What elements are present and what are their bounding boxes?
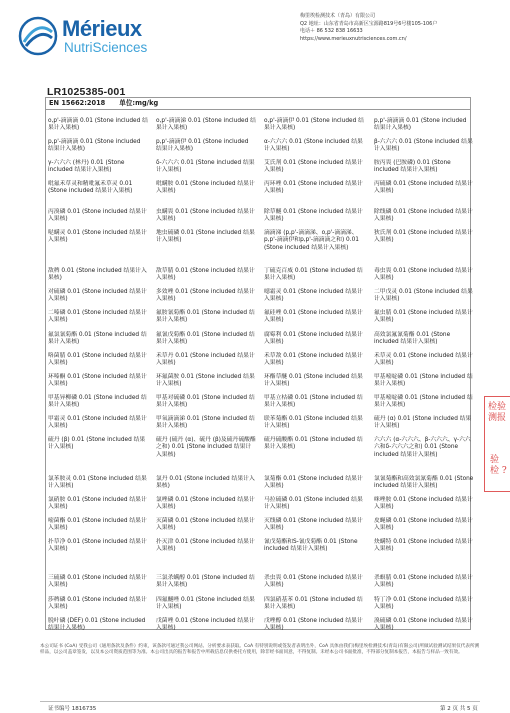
analyte-cell: 二嗪磷 0.01 (Stone included 结果计入果核) xyxy=(48,310,147,324)
company-address: Q2 地址：山东省青岛市高新区宝源路819号6号楼105-106户 xyxy=(300,20,438,27)
stamp-text-upper: 检验测报 xyxy=(488,402,507,423)
analyte-cell: 除草醚 0.01 (Stone included 结果计入果核) xyxy=(264,209,363,223)
analyte-cell: 丙环唑 0.01 (Stone included 结果计入果核) xyxy=(264,181,363,195)
footer-divider xyxy=(40,701,480,702)
analyte-cell: 环嗪酮 0.01 (Stone included 结果计入果核) xyxy=(48,374,147,388)
logo-wordmark-merieux: Mérieux xyxy=(62,16,142,41)
analyte-cell: p,p'-滴滴滴 0.01 (Stone included 结果计入果核) xyxy=(374,118,467,132)
analyte-cell: 戊唑醇 0.01 (Stone included 结果计入果核) xyxy=(264,618,363,632)
analyte-cell: 氯氰菊酯和高效氯氰菊酯 0.01 (Stone included 结果计入果核) xyxy=(374,476,474,490)
analyte-cell: 皮蝇磷 0.01 (Stone included 结果计入果核) xyxy=(374,518,473,532)
analyte-cell: 咪唑胺 0.01 (Stone included 结果计入果核) xyxy=(374,497,473,511)
unit-label: 单位:mg/kg xyxy=(119,99,159,107)
analyte-cell: 除线磷 0.01 (Stone included 结果计入果核) xyxy=(374,209,473,223)
analyte-cell: 虫螨畏 0.01 (Stone included 结果计入果核) xyxy=(156,209,255,223)
standard-code: EN 15662:2018 xyxy=(49,99,106,107)
analyte-cell: 氟胺氰菊酯 0.01 (Stone included 结果计入果核) xyxy=(156,310,255,324)
analyte-cell: 六六六 (α-六六六、β-六六六、γ-六六六和δ-六六六之和) 0.01 (Stone included 结果计入果核) xyxy=(374,437,471,458)
analyte-cell: 硫丹 (β) 0.01 (Stone included 结果计入果核) xyxy=(48,437,146,451)
analyte-cell: 甲氧滴滴涕 0.01 (Stone included 结果计入果核) xyxy=(156,416,255,430)
analyte-cell: 高效氯氟氰菊酯 0.01 (Stone included 结果计入果核) xyxy=(374,332,451,346)
analyte-cell: 对硫磷 0.01 (Stone included 结果计入果核) xyxy=(48,289,147,303)
analyte-cell: 三硫磷 0.01 (Stone included 结果计入果核) xyxy=(48,575,147,589)
analyte-cell: 马拉硫磷 0.01 (Stone included 结果计入果核) xyxy=(264,497,363,511)
analyte-cell: γ-六六六 (林丹) 0.01 (Stone included 结果计入果核) xyxy=(48,160,125,174)
report-id: LR1025385-001 xyxy=(47,86,126,98)
analyte-cell: p,p'-滴滴伊 0.01 (Stone included 结果计入果核) xyxy=(156,139,249,153)
analyte-cell: o,p'-滴滴涕 0.01 (Stone included 结果计入果核) xyxy=(156,118,256,132)
analyte-cell: 灭线磷 0.01 (Stone included 结果计入果核) xyxy=(264,518,363,532)
stamp-text-lower: 验 检 ? xyxy=(490,455,507,476)
analyte-cell: 甲基嘧啶磷 0.01 (Stone included 结果计入果核) xyxy=(374,395,473,409)
analyte-cell: 多效唑 0.01 (Stone included 结果计入果核) xyxy=(156,289,255,303)
analyte-cell: 氯丹 0.01 (Stone included 结果计入果核) xyxy=(156,476,255,490)
analyte-cell: 禾草敌 0.01 (Stone included 结果计入果核) xyxy=(264,353,363,367)
analyte-cell: 环酯草醚 0.01 (Stone included 结果计入果核) xyxy=(264,374,363,388)
analyte-cell: 四氯硝基苯 0.01 (Stone included 结果计入果核) xyxy=(264,597,363,611)
analyte-cell: 硫丹 (α) 0.01 (Stone included 结果计入果核) xyxy=(374,416,472,430)
analyte-cell: 禾草灵 0.01 (Stone included 结果计入果核) xyxy=(374,353,473,367)
analyte-cell: 噁霜灵 0.01 (Stone included 结果计入果核) xyxy=(264,289,363,303)
analyte-cell: 硫丹 (硫丹 (α)、硫丹 (β)及硫丹硫酸酯之和) 0.01 (Stone included 结果计入果核) xyxy=(156,437,256,458)
analyte-cell: 艾氏剂 0.01 (Stone included 结果计入果核) xyxy=(264,160,363,174)
analyte-cell: α-六六六 0.01 (Stone included 结果计入果核) xyxy=(264,139,363,153)
analyte-cell: 咯菌腈 0.01 (Stone included 结果计入果核) xyxy=(48,353,147,367)
analyte-cell: 毒虫畏 0.01 (Stone included 结果计入果核) xyxy=(374,268,473,282)
analyte-cell: 三氯杀螨醇 0.01 (Stone included 结果计入果核) xyxy=(156,575,255,589)
analyte-cell: 二甲戊灵 0.01 (Stone included 结果计入果核) xyxy=(374,289,473,303)
analyte-cell: 腐霉利 0.01 (Stone included 结果计入果核) xyxy=(264,332,363,346)
analyte-cell: 氯唑磷 0.01 (Stone included 结果计入果核) xyxy=(156,497,255,511)
analyte-cell: o,p'-滴滴滴 0.01 (Stone included 结果计入果核) xyxy=(48,118,148,132)
analyte-cell: 嘧菌酯 0.01 (Stone included 结果计入果核) xyxy=(48,518,147,532)
analyte-cell: p,p'-滴滴滴 0.01 (Stone included 结果计入果核) xyxy=(48,139,141,153)
company-website: https://www.merieuxnutrisciences.com.cn/ xyxy=(300,35,407,42)
analyte-cell: 滴滴涕 (p,p'-滴滴涕、o,p'-滴滴涕、p,p'-滴滴伊和p,p'-滴滴滴之和) 0.01 (Stone included 结果计入果核) xyxy=(264,230,359,251)
analyte-cell: 氟虫腈 0.01 (Stone included 结果计入果核) xyxy=(374,310,473,324)
analyte-cell: 氯菊酯 0.01 (Stone included 结果计入果核) xyxy=(264,476,363,490)
company-info xyxy=(300,13,500,43)
analyte-cell: 禾草丹 0.01 (Stone included 结果计入果核) xyxy=(156,353,255,367)
analyte-cell: 杀螟腈 0.01 (Stone included 结果计入果核) xyxy=(374,575,473,589)
analyte-cell: 氰戊菊酯和S-氰戊菊酯 0.01 (Stone included 结果计入果核) xyxy=(264,539,358,553)
company-logo xyxy=(18,14,178,58)
analyte-cell: 氯硝胺 0.01 (Stone included 结果计入果核) xyxy=(48,497,147,511)
logo-wordmark-nutrisciences: NutriSciences xyxy=(64,40,148,55)
analyte-cell: 甲基立枯磷 0.01 (Stone included 结果计入果核) xyxy=(264,395,363,409)
analyte-cell: 氟氰戊菊酯 0.01 (Stone included 结果计入果核) xyxy=(156,332,255,346)
analyte-cell: 环氟菌胺 0.01 (Stone included 结果计入果核) xyxy=(156,374,255,388)
analyte-cell: 胺丙畏 (巴胺磷) 0.01 (Stone included 结果计入果核) xyxy=(374,160,451,174)
analyte-cell: 地虫硫磷 0.01 (Stone included 结果计入果核) xyxy=(156,230,255,244)
analyte-cell: 溴硫磷 0.01 (Stone included 结果计入果核) xyxy=(374,618,473,632)
analyte-cell: 氟硅唑 0.01 (Stone included 结果计入果核) xyxy=(264,310,363,324)
analyte-cell: 甲基异柳磷 0.01 (Stone included 结果计入果核) xyxy=(48,395,147,409)
analyte-cell: 莎稗磷 0.01 (Stone included 结果计入果核) xyxy=(48,597,147,611)
analyte-cell: 丙溴磷 0.01 (Stone included 结果计入果核) xyxy=(48,209,147,223)
company-name: 梅里埃检测技术（青岛）有限公司 xyxy=(300,13,376,19)
company-phone: 电话＋ 86 532 838 16633 xyxy=(300,28,363,35)
certificate-number: 证书编号 1816735 xyxy=(48,706,97,712)
analyte-cell: 扑草净 0.01 (Stone included 结果计入果核) xyxy=(48,539,147,553)
analyte-cell: δ-六六六 0.01 (Stone included 结果计入果核) xyxy=(156,160,255,174)
analyte-cell: 氟氯氰菊酯 0.01 (Stone included 结果计入果核) xyxy=(48,332,147,346)
analyte-cell: 敌草腈 0.01 (Stone included 结果计入果核) xyxy=(156,268,255,282)
analyte-cell: o,p'-滴滴伊 0.01 (Stone included 结果计入果核) xyxy=(264,118,364,132)
analyte-cell: 杀虫畏 0.01 (Stone included 结果计入果核) xyxy=(264,575,363,589)
analyte-cell: 扑灭津 0.01 (Stone included 结果计入果核) xyxy=(156,539,255,553)
analyte-cell: 甲基对硫磷 0.01 (Stone included 结果计入果核) xyxy=(156,395,255,409)
analyte-cell: 戊菌唑 0.01 (Stone included 结果计入果核) xyxy=(156,618,255,632)
page-number: 第 2 页 共 5 页 xyxy=(440,706,478,712)
analyte-cell: 哒螨灵 0.01 (Stone included 结果计入果核) xyxy=(48,230,147,244)
analyte-cell: 脱叶磷 (DEF) 0.01 (Stone included 结果计入果核) xyxy=(48,618,146,632)
analyte-cell: 联苯菊酯 0.01 (Stone included 结果计入果核) xyxy=(264,416,363,430)
analyte-cell: 四氟醚唑 0.01 (Stone included 结果计入果核) xyxy=(156,597,255,611)
analyte-cell: 硫丹硫酸酯 0.01 (Stone included 结果计入果核) xyxy=(264,437,363,451)
analyte-cell: 灭菌磷 0.01 (Stone included 结果计入果核) xyxy=(156,518,255,532)
logo-mark-icon xyxy=(18,16,58,56)
analyte-cell: 甲基嘧啶磷 0.01 (Stone included 结果计入果核) xyxy=(374,374,473,388)
analyte-cell: 甲霜灵 0.01 (Stone included 结果计入果核) xyxy=(48,416,147,430)
analyte-cell: 狄氏剂 0.01 (Stone included 结果计入果核) xyxy=(374,230,473,244)
analyte-cell: 敌稗 0.01 (Stone included 结果计入果核) xyxy=(48,268,147,282)
analyte-cell: 特丁净 0.01 (Stone included 结果计入果核) xyxy=(374,597,473,611)
analyte-cell: 炔螨特 0.01 (Stone included 结果计入果核) xyxy=(374,539,473,553)
analyte-cell: 丙硫磷 0.01 (Stone included 结果计入果核) xyxy=(374,181,473,195)
standard-row xyxy=(45,97,471,110)
analyte-cell: 氯苯胺灵 0.01 (Stone included 结果计入果核) xyxy=(48,476,147,490)
analyte-cell: 吡氟禾草灵和精吡氟禾草灵 0.01 (Stone included 结果计入果核) xyxy=(48,181,133,195)
analyte-cell: 吡螨胺 0.01 (Stone included 结果计入果核) xyxy=(156,181,255,195)
footnote-terms: 本公司证书 (CoA) 受我公司《通用条款及条件》约束，该条款可通过我公司网站、分析要求表获取。CoA 有特别说明或签发者表明出外，CoA 具体由我们(梅里埃检测技术(青岛)有限公司)所做试验测试结果仅代表所测样品，以公司盖章签发，以及本公司资质范围等为准。本公司出具的报告和报告中所载信息仅供委托方使用，除非经书面同意，不得复制。未经本公司书面批准，不得部分复制本报告，本报告与样品一致有效。 xyxy=(40,644,480,656)
analyte-cell: β-六六六 0.01 (Stone included 结果计入果核) xyxy=(374,139,473,153)
analyte-cell: 丁硫克百威 0.01 (Stone included 结果计入果核) xyxy=(264,268,363,282)
